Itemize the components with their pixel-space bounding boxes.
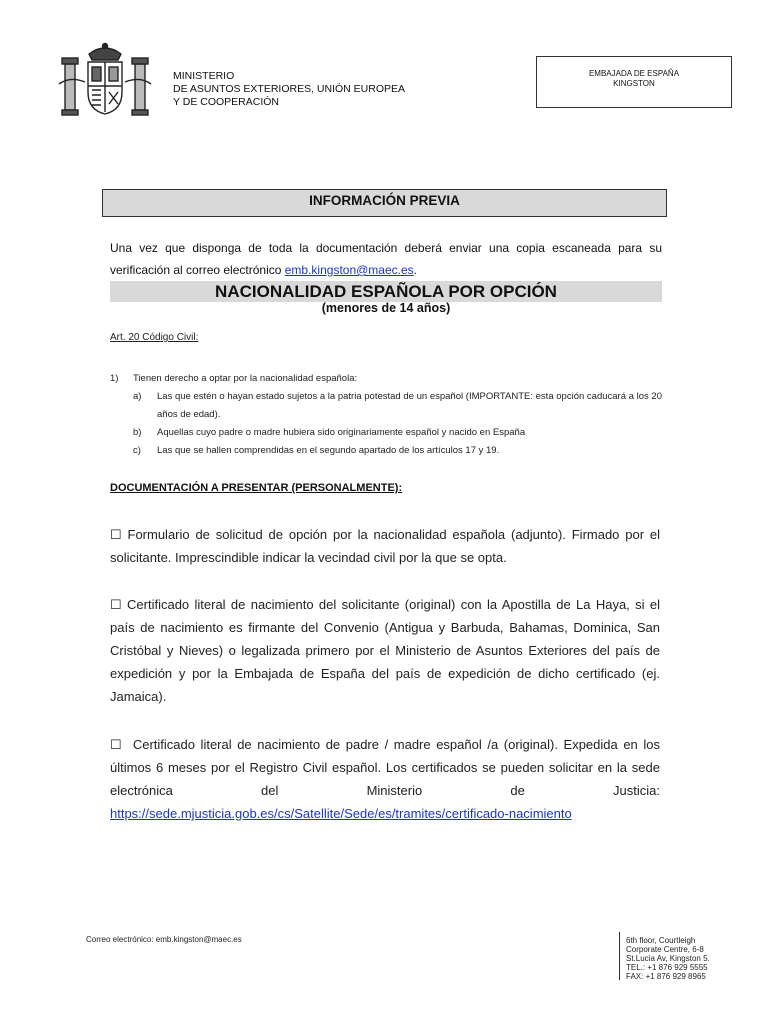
requirement-text: Certificado literal de nacimiento del solicitante (original) con la Apostilla de La Haya, si el país de nacimiento es firmante del Convenio (Antigua y Barbuda, Bahamas, Dominica, San Cristóbal y Nieves) o legalizada primero por el Ministerio de Asuntos Exteriores del país de expedición y por la Embajada de España del país de expedición de dicho certificado (ej. Jamaica).: [110, 597, 660, 704]
requirement-text: Formulario de solicitud de opción por la nacionalidad española (adjunto). Firmado por el solicitante. Imprescindible indicar la vecindad civil por la que se opta.: [110, 527, 660, 565]
ministry-line-2: DE ASUNTOS EXTERIORES, UNIÓN EUROPEA: [173, 83, 406, 95]
article-reference: Art. 20 Código Civil:: [110, 332, 199, 343]
subitem-text: Aquellas cuyo padre o madre hubiera sido originariamente español y nacido en España: [157, 427, 526, 438]
rights-list: [110, 370, 662, 460]
embassy-line-2: KINGSTON: [613, 79, 655, 88]
page-title: NACIONALIDAD ESPAÑOLA POR OPCIÓN: [110, 281, 662, 302]
intro-paragraph: [110, 237, 662, 281]
requirement-form: [110, 523, 660, 569]
requirement-parent-certificate: [110, 733, 660, 825]
address-line: 6th floor, Courtleigh: [626, 936, 696, 945]
footer-address: [626, 936, 736, 981]
address-line: FAX: +1 876 929 8965: [626, 972, 706, 981]
list-text: Tienen derecho a optar por la nacionalidad española:: [133, 373, 358, 384]
list-subitem: [110, 442, 662, 460]
address-line: TEL.: +1 876 929 5555: [626, 963, 708, 972]
checkbox-icon: ☐: [110, 737, 122, 752]
page-subtitle: (menores de 14 años): [321, 301, 451, 315]
subitem-letter: a): [133, 391, 142, 402]
email-link[interactable]: emb.kingston@maec.es: [284, 263, 414, 277]
intro-end: .: [413, 263, 417, 277]
embassy-line-1: EMBAJADA DE ESPAÑA: [588, 69, 680, 78]
subitem-text: Las que estén o hayan estado sujetos a la patria potestad de un español (IMPORTANTE: esta opción caducará a los 20 años de edad).: [157, 391, 662, 420]
justice-ministry-link[interactable]: https://sede.mjusticia.gob.es/cs/Satellite/Sede/es/tramites/certificado-nacimiento: [110, 806, 572, 821]
address-line: Corporate Centre, 6-8: [626, 945, 704, 954]
checkbox-icon: ☐: [110, 597, 122, 612]
requirement-applicant-certificate: [110, 593, 660, 708]
footer-email: Correo electrónico: emb.kingston@maec.es: [86, 935, 242, 944]
subitem-text: Las que se hallen comprendidas en el segundo apartado de los artículos 17 y 19.: [157, 445, 500, 456]
ministry-name: [173, 70, 405, 109]
address-line: St.Lucia Av, Kingston 5.: [626, 954, 710, 963]
documentation-heading: DOCUMENTACIÓN A PRESENTAR (PERSONALMENTE):: [110, 482, 403, 494]
list-item: [110, 370, 662, 388]
list-subitem: [110, 424, 662, 442]
requirement-text: Certificado literal de nacimiento de padre / madre español /a (original). Expedida en los últimos 6 meses por el Registro Civil español. Los certificados se pueden solicitar en la sede electrónica del Ministerio de Justicia:: [110, 737, 660, 798]
intro-text: Una vez que disponga de toda la documentación deberá enviar una copia escaneada para su verificación al correo electrónico: [110, 241, 662, 277]
footer-divider: [619, 932, 620, 980]
subitem-letter: b): [133, 427, 142, 438]
list-subitem: [110, 388, 662, 424]
info-title: INFORMACIÓN PREVIA: [102, 189, 667, 217]
subitem-letter: c): [133, 445, 141, 456]
ministry-line-3: Y DE COOPERACIÓN: [173, 96, 279, 108]
embassy-box: [536, 56, 732, 108]
ministry-line-1: MINISTERIO: [173, 70, 235, 82]
list-number: 1): [110, 373, 119, 384]
coat-of-arms-logo: [55, 40, 155, 122]
checkbox-icon: ☐: [110, 527, 122, 542]
